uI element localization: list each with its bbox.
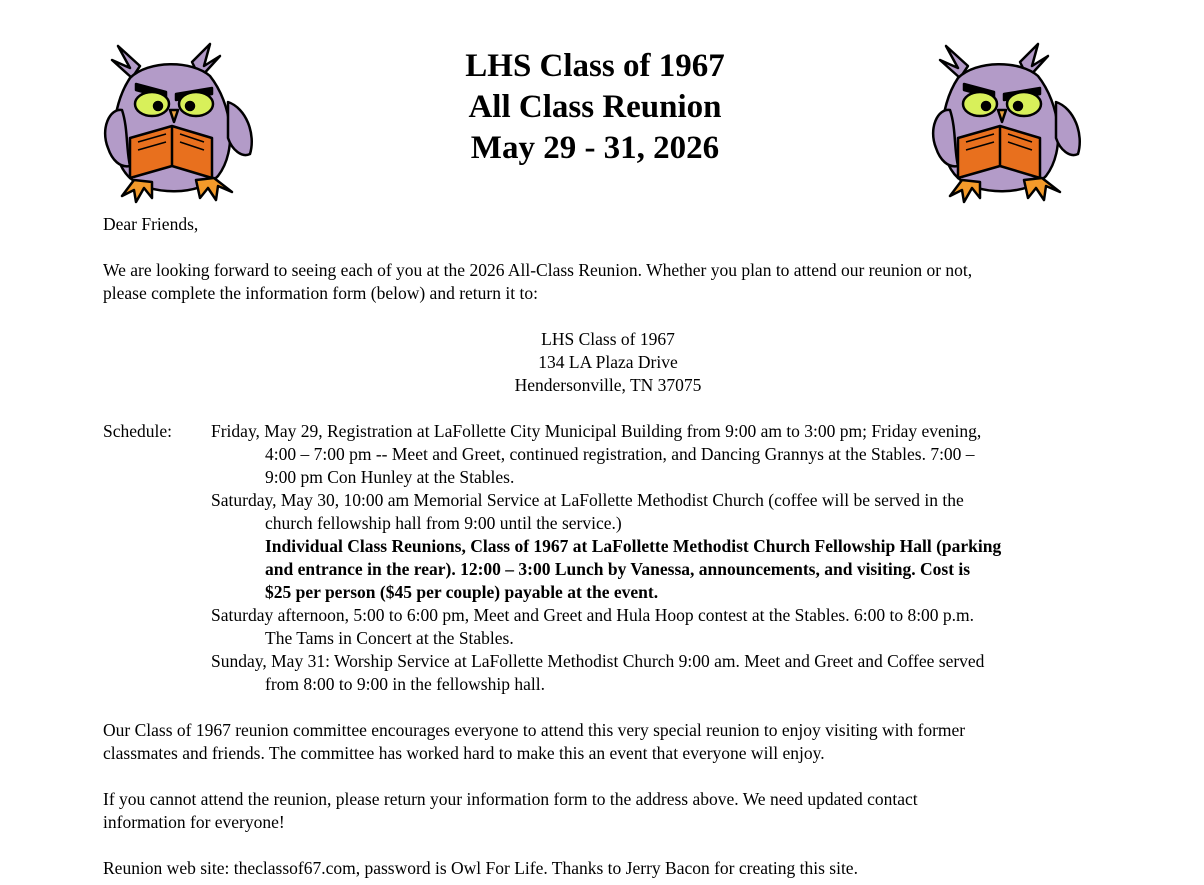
address-line-1: LHS Class of 1967 bbox=[541, 329, 675, 349]
friday-line-2: 4:00 – 7:00 pm -- Meet and Greet, continued registration, and Dancing Grannys at the Stables. 7:00 – bbox=[265, 444, 975, 464]
schedule bbox=[103, 420, 1113, 696]
cannot-attend-paragraph bbox=[103, 788, 1113, 834]
sat-afternoon-line-2: The Tams in Concert at the Stables. bbox=[265, 628, 514, 648]
schedule-label: Schedule: bbox=[103, 421, 173, 441]
class-reunion-line-3: $25 per person ($45 per couple) payable at the event. bbox=[265, 582, 659, 602]
class-reunion-line-2: and entrance in the rear). 12:00 – 3:00 Lunch by Vanessa, announcements, and visiting. Cost is bbox=[265, 559, 971, 579]
schedule-item-saturday-afternoon bbox=[211, 604, 1113, 650]
friday-line-1: Friday, May 29, Registration at LaFollette City Municipal Building from 9:00 am to 3:00 pm; Friday evening, bbox=[211, 421, 982, 441]
sunday-line-2: from 8:00 to 9:00 in the fellowship hall. bbox=[265, 674, 545, 694]
title-line-class: LHS Class of 1967 bbox=[465, 48, 725, 84]
greeting: Dear Friends, bbox=[103, 214, 199, 234]
schedule-item-saturday bbox=[211, 489, 1113, 604]
schedule-item-friday bbox=[211, 420, 1113, 489]
friday-line-3: 9:00 pm Con Hunley at the Stables. bbox=[265, 467, 515, 487]
committee-line-2: classmates and friends. The committee has worked hard to make this an event that everyone will enjoy. bbox=[103, 743, 825, 763]
intro-line-2: please complete the information form (below) and return it to: bbox=[103, 283, 538, 303]
class-reunion-line-1: Individual Class Reunions, Class of 1967 at LaFollette Methodist Church Fellowship Hall (parking bbox=[265, 536, 1002, 556]
title-line-reunion: All Class Reunion bbox=[468, 89, 722, 125]
saturday-line-2: church fellowship hall from 9:00 until the service.) bbox=[265, 513, 622, 533]
committee-line-1: Our Class of 1967 reunion committee encourages everyone to attend this very special reunion to enjoy visiting with former bbox=[103, 720, 966, 740]
committee-paragraph bbox=[103, 719, 1113, 765]
title-line-dates: May 29 - 31, 2026 bbox=[470, 130, 720, 166]
website-line: Reunion web site: theclassof67.com, password is Owl For Life. Thanks to Jerry Bacon for creating this site. bbox=[103, 858, 858, 878]
schedule-item-sunday bbox=[211, 650, 1113, 696]
address-line-2: 134 LA Plaza Drive bbox=[538, 352, 678, 372]
owl-reading-book-icon bbox=[928, 38, 1088, 208]
letter-body bbox=[103, 213, 1113, 880]
cannot-attend-line-2: information for everyone! bbox=[103, 812, 285, 832]
address-line-3: Hendersonville, TN 37075 bbox=[514, 375, 702, 395]
cannot-attend-line-1: If you cannot attend the reunion, please return your information form to the address above. We need updated contact bbox=[103, 789, 918, 809]
intro-line-1: We are looking forward to seeing each of you at the 2026 All-Class Reunion. Whether you plan to attend our reunion or not, bbox=[103, 260, 973, 280]
sat-afternoon-line-1: Saturday afternoon, 5:00 to 6:00 pm, Meet and Greet and Hula Hoop contest at the Stables. 6:00 to 8:00 p.m. bbox=[211, 605, 975, 625]
intro-paragraph bbox=[103, 259, 1113, 305]
mailing-address bbox=[103, 328, 1113, 397]
saturday-line-1: Saturday, May 30, 10:00 am Memorial Service at LaFollette Methodist Church (coffee will be served in the bbox=[211, 490, 964, 510]
sunday-line-1: Sunday, May 31: Worship Service at LaFollette Methodist Church 9:00 am. Meet and Greet and Coffee served bbox=[211, 651, 985, 671]
